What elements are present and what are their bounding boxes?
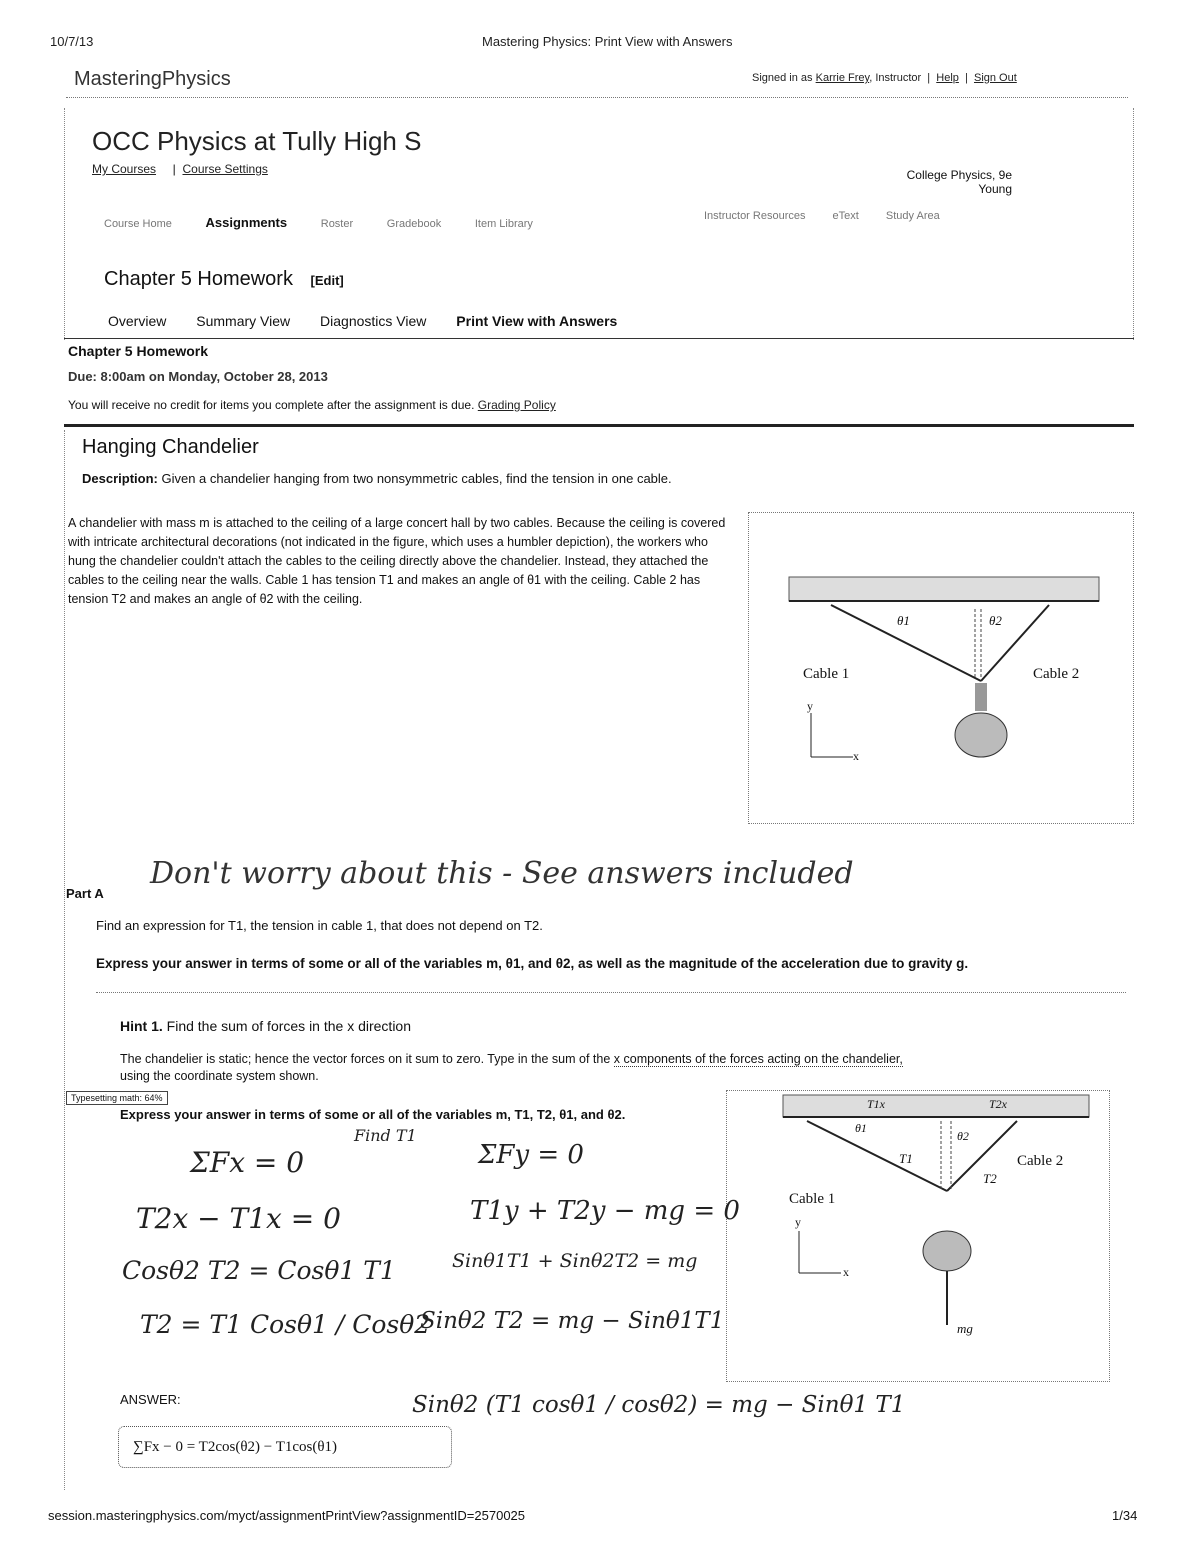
- book-info: [850, 168, 1012, 196]
- handwritten-note: Don't worry about this - See answers included: [150, 856, 854, 891]
- fig2-t1x: T1x: [867, 1097, 885, 1111]
- hint-body-2: using the coordinate system shown.: [120, 1069, 319, 1083]
- problem-description: [82, 471, 672, 486]
- page-number: 1/34: [1112, 1508, 1138, 1523]
- tab-overview[interactable]: Overview: [108, 313, 167, 329]
- tab-diagnostics-view[interactable]: Diagnostics View: [320, 313, 427, 329]
- fig2-cable1-label: Cable 1: [789, 1191, 836, 1207]
- figure-forces: [726, 1090, 1110, 1382]
- section-divider: [64, 424, 1134, 427]
- hint-heading[interactable]: [120, 1018, 411, 1034]
- description-label: Description:: [82, 471, 158, 486]
- fig2-x-axis: x: [843, 1265, 849, 1279]
- signed-in-prefix: Signed in as: [752, 72, 813, 84]
- hint-title: Find the sum of forces in the x direction: [166, 1018, 412, 1034]
- nav-study-area[interactable]: Study Area: [885, 210, 940, 222]
- due-date: Due: 8:00am on Monday, October 28, 2013: [68, 369, 328, 384]
- my-courses-link[interactable]: My Courses: [92, 162, 157, 176]
- fig2-mg: mg: [957, 1321, 973, 1336]
- main-nav: [104, 215, 563, 230]
- part-a-label: Part A: [66, 886, 104, 901]
- hw-eq3: Cosθ2 T2 = Cosθ1 T1: [122, 1256, 396, 1285]
- typesetting-status: Typesetting math: 64%: [66, 1091, 168, 1105]
- fig2-t2: T2: [983, 1171, 997, 1186]
- right-nav: [704, 210, 970, 222]
- left-border: [64, 430, 67, 1490]
- book-author: Young: [978, 182, 1012, 196]
- fig1-cable1-label: Cable 1: [803, 666, 850, 682]
- print-title: Mastering Physics: Print View with Answers: [482, 34, 733, 49]
- part-a-divider: [96, 992, 1126, 993]
- answer-label: ANSWER:: [120, 1392, 181, 1407]
- hint-instruction: Express your answer in terms of some or all of the variables m, T1, T2, θ1, and θ2.: [120, 1107, 626, 1122]
- course-links: My Courses | Course Settings: [92, 162, 268, 176]
- nav-gradebook[interactable]: Gradebook: [386, 218, 442, 230]
- hw-find: Find T1: [354, 1126, 417, 1145]
- grading-policy-link[interactable]: Grading Policy: [477, 398, 556, 412]
- answer-box: ∑Fx − 0 = T2cos(θ2) − T1cos(θ1): [118, 1426, 452, 1468]
- credit-note: You will receive no credit for items you complete after the assignment is due.: [68, 398, 475, 412]
- hint-label: Hint 1.: [120, 1018, 163, 1034]
- nav-assignments[interactable]: Assignments: [205, 215, 288, 230]
- fig2-y-axis: y: [795, 1215, 801, 1229]
- hw-eq9: Sinθ2 (T1 cosθ1 / cosθ2) = mg − Sinθ1 T1: [412, 1392, 906, 1418]
- help-link[interactable]: Help: [936, 72, 959, 84]
- edit-link[interactable]: [Edit]: [310, 273, 344, 288]
- nav-etext[interactable]: eText: [832, 210, 859, 222]
- fig1-y-axis: y: [807, 699, 813, 713]
- fig2-t1: T1: [899, 1151, 913, 1166]
- book-title: College Physics, 9e: [906, 168, 1012, 182]
- print-date: 10/7/13: [50, 34, 94, 49]
- figure-chandelier: [748, 512, 1134, 824]
- hw-eq8: Sinθ2 T2 = mg − Sinθ1T1: [420, 1308, 725, 1334]
- hw-eq6: T1y + T2y − mg = 0: [470, 1196, 740, 1226]
- nav-item-library[interactable]: Item Library: [474, 218, 533, 230]
- assignment-heading: [104, 268, 344, 291]
- fig2-theta2: θ2: [957, 1129, 969, 1143]
- course-settings-link[interactable]: Course Settings: [182, 162, 268, 176]
- tab-print-view[interactable]: Print View with Answers: [456, 313, 618, 329]
- fig1-cable2-label: Cable 2: [1033, 666, 1080, 682]
- problem-body: A chandelier with mass m is attached to the ceiling of a large concert hall by two cables. Because the ceiling is covered with intricate architectural decorations (not indicated in the figure, which uses a humbler depiction), the workers who hung the chandelier couldn't attach the cables to the ceiling directly above the chandelier. Instead, they attached the cables to the ceiling near the walls. Cable 1 has tension T1 and makes an angle of θ1 with the ceiling. Cable 2 has tension T2 and makes an angle of θ2 with the ceiling.: [68, 516, 726, 606]
- description-text: Given a chandelier hanging from two nonsymmetric cables, find the tension in one cable.: [161, 471, 672, 486]
- hw-eq1: ΣFx = 0: [190, 1146, 305, 1179]
- footer-url: session.masteringphysics.com/myct/assignmentPrintView?assignmentID=2570025: [48, 1508, 526, 1523]
- hint-body-1: The chandelier is static; hence the vector forces on it sum to zero. Type in the sum of the: [120, 1052, 611, 1066]
- nav-instructor-resources[interactable]: Instructor Resources: [704, 210, 806, 222]
- hint-body: [120, 1051, 1120, 1085]
- fig2-t2x: T2x: [989, 1097, 1007, 1111]
- problem-title: Hanging Chandelier: [82, 436, 259, 458]
- assignment-heading-text: Chapter 5 Homework: [104, 268, 293, 290]
- hw-eq7: Sinθ1T1 + Sinθ2T2 = mg: [452, 1250, 698, 1272]
- credit-note-line: [68, 398, 556, 412]
- fig2-cable2-label: Cable 2: [1017, 1153, 1064, 1169]
- assignment-tabs: [108, 313, 617, 329]
- fig1-x-axis: x: [853, 749, 859, 763]
- hw-eq2: T2x − T1x = 0: [136, 1202, 341, 1235]
- nav-roster[interactable]: Roster: [320, 218, 354, 230]
- hint-link[interactable]: x components of the forces acting on the chandelier,: [613, 1052, 903, 1066]
- part-a-question: Find an expression for T1, the tension in cable 1, that does not depend on T2.: [96, 918, 543, 933]
- hw-eq4: T2 = T1 Cosθ1 / Cosθ2: [140, 1310, 431, 1339]
- fig1-theta2: θ2: [989, 613, 1002, 628]
- nav-course-home[interactable]: Course Home: [104, 218, 172, 230]
- course-title: OCC Physics at Tully High S: [92, 126, 422, 156]
- signed-in-info: Signed in as Karrie Frey, Instructor | Help | Sign Out: [752, 72, 1017, 84]
- app-logo[interactable]: MasteringPhysics: [74, 68, 231, 90]
- hw-eq5: ΣFy = 0: [478, 1140, 584, 1170]
- header-divider: [66, 97, 1128, 98]
- sign-out-link[interactable]: Sign Out: [973, 72, 1017, 84]
- tabs-divider: [64, 338, 1134, 339]
- user-role: , Instructor: [869, 72, 922, 84]
- fig1-theta1: θ1: [897, 613, 910, 628]
- fig2-theta1: θ1: [855, 1121, 867, 1135]
- user-link[interactable]: Karrie Frey: [815, 72, 870, 84]
- tab-summary-view[interactable]: Summary View: [196, 313, 291, 329]
- part-a-instruction: Express your answer in terms of some or all of the variables m, θ1, and θ2, as well as the magnitude of the acceleration due to gravity g.: [96, 956, 969, 971]
- assignment-title: Chapter 5 Homework: [68, 343, 209, 359]
